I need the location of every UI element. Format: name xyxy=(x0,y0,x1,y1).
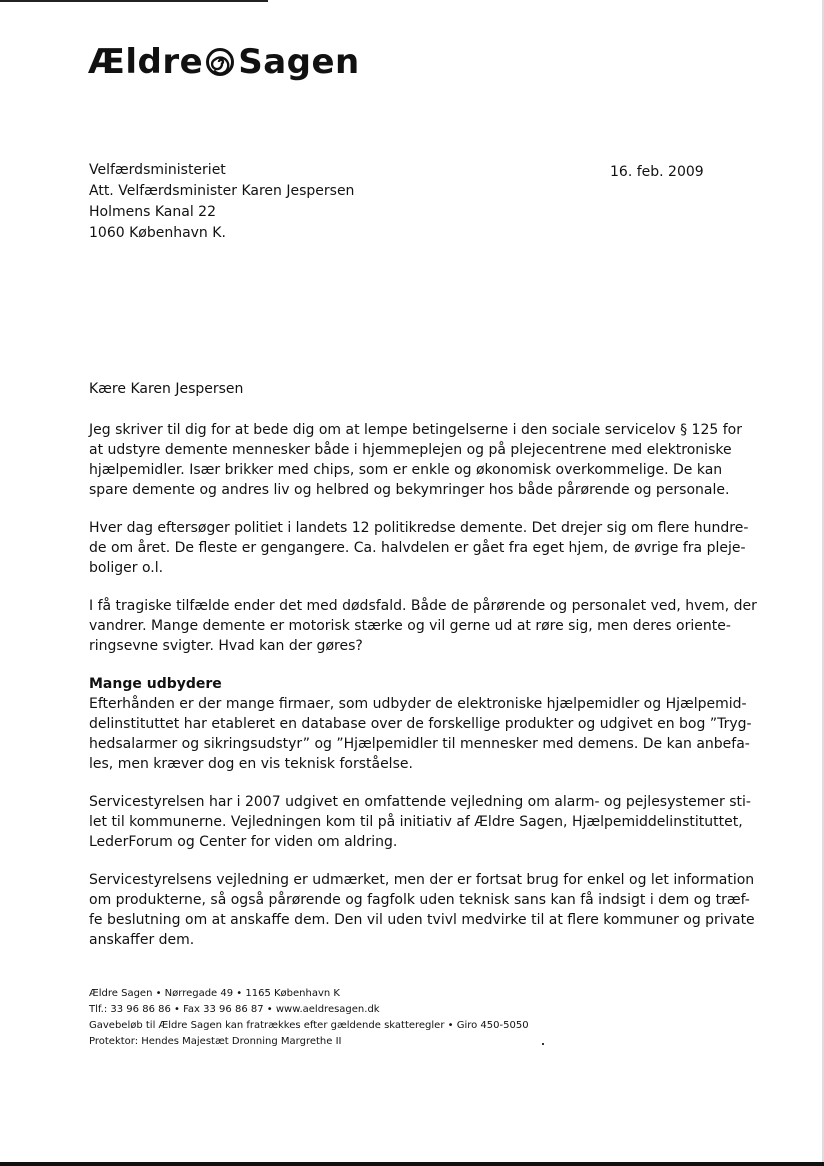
footer-line: Tlf.: 33 96 86 86 • Fax 33 96 86 87 • www.aeldresagen.dk xyxy=(89,1004,380,1015)
paragraph xyxy=(89,518,749,578)
footer-line: Gavebeløb til Ældre Sagen kan fratrækkes efter gældende skatteregler • Giro 450-5050 xyxy=(89,1020,529,1031)
paragraph xyxy=(89,596,757,656)
text-line: Jeg skriver til dig for at bede dig om at lempe betingelserne i den sociale servicelov § 125 for xyxy=(89,422,742,438)
text-line: let til kommunerne. Vejledningen kom til på initiativ af Ældre Sagen, Hjælpemiddelinstituttet, xyxy=(89,814,743,830)
text-line: delinstituttet har etableret en database over de forskellige produkter og udgivet en bog ”Tryg- xyxy=(89,716,752,732)
scan-edge-top xyxy=(0,0,268,2)
address-line: Velfærdsministeriet xyxy=(89,162,226,178)
scan-edge-bottom xyxy=(0,1162,824,1166)
address-line: Att. Velfærdsminister Karen Jespersen xyxy=(89,183,355,199)
footer-line: Ældre Sagen • Nørregade 49 • 1165 København K xyxy=(89,988,340,999)
paragraph xyxy=(89,420,749,500)
paragraph xyxy=(89,694,752,774)
section-heading: Mange udbydere xyxy=(89,676,222,692)
text-line: hjælpemidler. Især brikker med chips, som er enkle og økonomisk overkommelige. De kan xyxy=(89,462,723,478)
letter-date: 16. feb. 2009 xyxy=(610,164,704,180)
scan-speck xyxy=(542,1043,544,1045)
text-line: LederForum og Center for viden om aldring. xyxy=(89,834,398,850)
address-line: Holmens Kanal 22 xyxy=(89,204,216,220)
text-line: om produkterne, så også pårørende og fagfolk uden teknisk sans kan få indsigt i dem og træf- xyxy=(89,892,750,908)
text-line: Hver dag eftersøger politiet i landets 12 politikredse demente. Det drejer sig om flere hundre- xyxy=(89,520,749,536)
text-line: spare demente og andres liv og helbred og bekymringer hos både pårørende og personale. xyxy=(89,482,730,498)
text-line: vandrer. Mange demente er motorisk stærke og vil gerne ud at røre sig, men deres oriente- xyxy=(89,618,731,634)
footer xyxy=(89,986,529,1050)
text-line: les, men kræver dog en vis teknisk forståelse. xyxy=(89,756,413,772)
text-line: anskaffer dem. xyxy=(89,932,195,948)
paragraph xyxy=(89,870,755,950)
text-line: Efterhånden er der mange firmaer, som udbyder de elektroniske hjælpemidler og Hjælpemid- xyxy=(89,696,747,712)
text-line: at udstyre demente mennesker både i hjemmeplejen og på plejecentrene med elektroniske xyxy=(89,442,732,458)
text-line: Servicestyrelsen har i 2007 udgivet en omfattende vejledning om alarm- og pejlesystemer sti- xyxy=(89,794,751,810)
text-line: I få tragiske tilfælde ender det med dødsfald. Både de pårørende og personalet ved, hvem, der xyxy=(89,598,757,614)
paragraph xyxy=(89,792,749,852)
letter-body xyxy=(89,379,757,968)
text-line: de om året. De fleste er gengangere. Ca. halvdelen er gået fra eget hjem, de øvrige fra pleje- xyxy=(89,540,746,556)
text-line: Servicestyrelsens vejledning er udmærket, men der er fortsat brug for enkel og let information xyxy=(89,872,755,888)
text-line: boliger o.l. xyxy=(89,560,164,576)
text-line: fe beslutning om at anskaffe dem. Den vil uden tvivl medvirke til at flere kommuner og private xyxy=(89,912,755,928)
logo-text-part2: Sagen xyxy=(238,42,360,82)
text-line: hedsalarmer og sikringsudstyr” og ”Hjælpemidler til mennesker med demens. De kan anbefa- xyxy=(89,736,750,752)
logo xyxy=(88,40,360,84)
logo-spiral-icon xyxy=(205,47,235,77)
recipient-address xyxy=(89,160,354,244)
footer-line: Protektor: Hendes Majestæt Dronning Margrethe II xyxy=(89,1036,342,1047)
logo-text-part1: Ældre xyxy=(88,42,204,82)
text-line: ringsevne svigter. Hvad kan der gøres? xyxy=(89,638,363,654)
address-line: 1060 København K. xyxy=(89,225,226,241)
salutation: Kære Karen Jespersen xyxy=(89,381,244,397)
